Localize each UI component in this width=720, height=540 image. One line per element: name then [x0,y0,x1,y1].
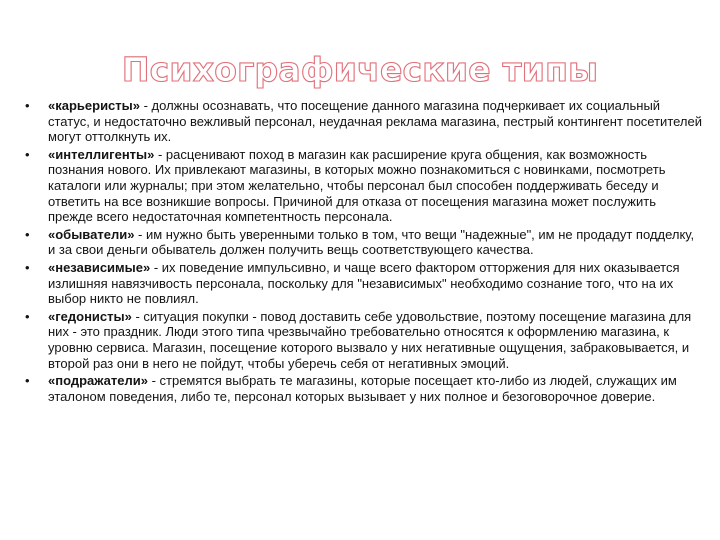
item-term: «интеллигенты» [48,146,155,162]
bullet-list [22,98,702,406]
item-text: - расценивают поход в магазин как расширение круга общения, как возможность познания нового. Их привлекают магазины, в которых можно познакомиться с новинками, посмотреть каталоги или журналы; при этом желательно, чтобы персонал был способен поддерживать беседу и ответить на все возникшие вопросы. Причиной для отказа от посещения магазина может послужить прежде всего недостаточная компетентность персонала. [48,146,666,225]
list-item-independents [22,260,702,307]
bullet-icon: • [25,373,30,389]
list-item-philistines [22,227,702,258]
item-text: - стремятся выбрать те магазины, которые посещает кто-либо из людей, служащих им эталоном поведения, либо те, персонал которых вызывает у них полное и безоговорочное доверие. [48,373,677,404]
item-text: - им нужно быть уверенными только в том, что вещи "надежные", им не продадут подделку, и за свои деньги обыватель должен получить вещь соответствующего качества. [48,226,695,258]
slide-title: Психографические типы [121,50,599,89]
list-item-careerists [22,98,702,145]
item-text: - должны осознавать, что посещение данного магазина подчеркивает их социальный статус, и недостаточно вежливый персонал, неудачная реклама магазина, пестрый контингент посетителей могут оттолкнуть их. [48,98,702,145]
list-item-imitators [22,373,702,404]
bullet-icon: • [25,259,30,275]
item-text: - ситуация покупки - повод доставить себе удовольствие, поэтому посещение магазина для них - это праздник. Люди этого типа чрезвычайно требовательно относятся к оформлению магазина, к уровню сервиса. Магазин, посещение которого вызвало у них негативные ощущения, забраковывается, и второй раз они в него не пойдут, чтобы уберечь себя от негативных эмоций. [48,308,692,371]
item-term: «обыватели» [48,226,135,242]
item-term: «подражатели» [48,373,148,389]
bullet-icon: • [25,146,30,162]
item-term: «карьеристы» [48,98,140,113]
item-term: «независимые» [48,259,151,275]
bullet-icon: • [25,98,30,113]
bullet-icon: • [25,308,30,324]
list-item-hedonists [22,309,702,371]
item-text: - их поведение импульсивно, и чаще всего фактором отторжения для них оказывается излишняя навязчивость персонала, поскольку для "независимых" необходимо сознание того, что на их выбор никто не повлиял. [48,259,680,307]
list-item-intellectuals [22,147,702,225]
bullet-icon: • [25,226,30,242]
item-term: «гедонисты» [48,308,132,324]
